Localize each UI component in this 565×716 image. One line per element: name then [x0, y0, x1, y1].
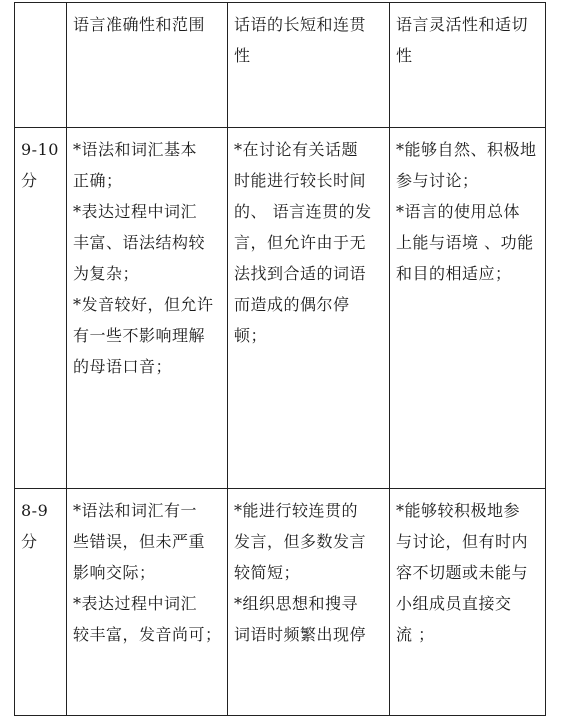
criteria-cell-accuracy-range: *语法和词汇有一 些错误，但未严重 影响交际； *表达过程中词汇 较丰富，发音尚可；	[67, 489, 228, 716]
criteria-cell-flexibility-appropriateness: *能够较积极地参 与讨论，但有时内 容不切题或未能与 小组成员直接交 流 ；	[390, 489, 546, 716]
header-cell-accuracy-range: 语言准确性和范围	[67, 3, 228, 128]
header-cell-flexibility-appropriateness: 语言灵活性和适切 性	[390, 3, 546, 128]
header-cell-score	[15, 3, 67, 128]
table-row	[15, 489, 546, 716]
table-row	[15, 128, 546, 489]
criteria-cell-length-coherence: *在讨论有关话题 时能进行较长时间 的、 语言连贯的发 言，但允许由于无 法找到合适的词语 而造成的偶尔停 顿；	[228, 128, 390, 489]
score-band-cell: 9-10 分	[15, 128, 67, 489]
table-header-row	[15, 3, 546, 128]
header-cell-length-coherence: 话语的长短和连贯 性	[228, 3, 390, 128]
scoring-rubric-table	[14, 2, 546, 716]
criteria-cell-length-coherence: *能进行较连贯的 发言，但多数发言 较简短； *组织思想和搜寻 词语时频繁出现停	[228, 489, 390, 716]
score-band-cell: 8-9 分	[15, 489, 67, 716]
criteria-cell-accuracy-range: *语法和词汇基本 正确； *表达过程中词汇 丰富、语法结构较 为复杂； *发音较好，但允许 有一些不影响理解 的母语口音；	[67, 128, 228, 489]
criteria-cell-flexibility-appropriateness: *能够自然、积极地 参与讨论； *语言的使用总体 上能与语境 、功能 和目的相适应；	[390, 128, 546, 489]
